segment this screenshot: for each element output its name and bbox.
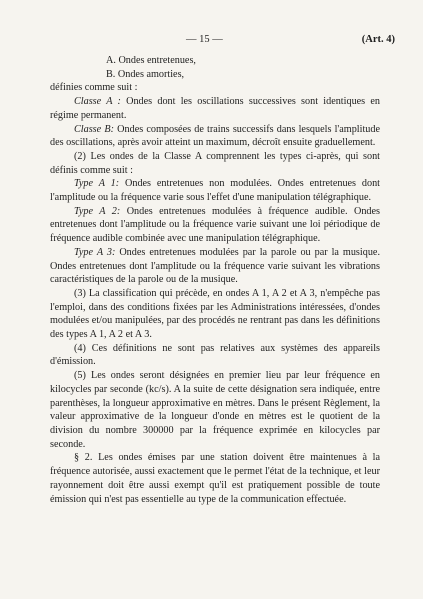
definition-intro: définies comme suit :	[50, 82, 138, 94]
paragraph-5: (5) Les ondes seront désignées en premier lieu par leur fréquence en kilocycles par seconde (kc/s). A la suite de cette désignation sera indiquée, entre parenthèses, la longueur approximative en mètres. Dans le présent Règlement, la valeur approximative de la longueur d'onde en mètres est le quotient de la division du nombre 300000 par la fréquence exprimée en kilocycles par seconde.	[50, 370, 380, 450]
type-a3-text: Ondes entretenues modulées par la parole ou par la musique. Ondes entretenues dont l'amplitude ou la fréquence varie suivant les vibrations caractéristiques de la parole ou de la musique.	[50, 246, 380, 286]
article-reference: (Art. 4)	[361, 34, 395, 45]
page-number: — 15 —	[186, 34, 223, 45]
class-a-label: Classe A :	[74, 96, 121, 108]
class-a-text: Ondes dont les oscillations successives sont identiques en régime permanent.	[50, 96, 380, 121]
class-b-text: Ondes composées de trains successifs dans lesquels l'amplitude des oscillations, après avoir atteint un maximum, décroît ensuite graduellement.	[50, 123, 380, 149]
class-b-label: Classe B:	[74, 123, 114, 135]
type-a2-label: Type A 2:	[74, 205, 121, 217]
type-a2-text: Ondes entretenues modulées à fréquence audible. Ondes entretenues dont l'amplitude ou la fréquence varie suivant une loi périodique de fréquence audible combinée avec une manipulation télégraphique.	[50, 205, 381, 245]
page-header	[0, 34, 423, 48]
paragraph-4: (4) Ces définitions ne sont pas relatives aux systèmes des appareils d'émission.	[50, 342, 380, 368]
class-a-definition	[50, 95, 380, 122]
list-item-a: A. Ondes entretenues,	[106, 55, 196, 66]
type-a3-definition	[50, 246, 380, 287]
section-2-paragraph: § 2. Les ondes émises par une station doivent être maintenues à la fréquence autorisée, aussi exactement que le permet l'état de la technique, et leur rayonnement doit être aussi exempt qu'il est pratiquement possible de toute émission qui n'est pas essentielle au type de la communication effectuée.	[50, 452, 380, 505]
class-b-definition	[50, 123, 380, 150]
paragraph-2: (2) Les ondes de la Classe A comprennent les types ci-après, qui sont définis comme suit :	[50, 150, 380, 176]
type-a1-label: Type A 1:	[74, 178, 120, 190]
list-item-b: B. Ondes amorties,	[106, 68, 185, 80]
paragraph-3: (3) La classification qui précède, en ondes A 1, A 2 et A 3, n'empêche pas l'emploi, dans des conditions fixées par les Administrations intéressées, d'ondes modulées et/ou manipulées, par des procédés ne rentrant pas dans les définitions des types A 1, A 2 et A 3.	[50, 287, 380, 341]
document-body	[50, 54, 380, 506]
type-a2-definition	[50, 205, 380, 246]
type-a1-text: Ondes entretenues non modulées. Ondes entretenues dont l'amplitude ou la fréquence varie sous l'effet d'une manipulation télégraphique.	[50, 178, 380, 204]
type-a3-label: Type A 3:	[74, 246, 116, 258]
type-a1-definition	[50, 177, 380, 204]
